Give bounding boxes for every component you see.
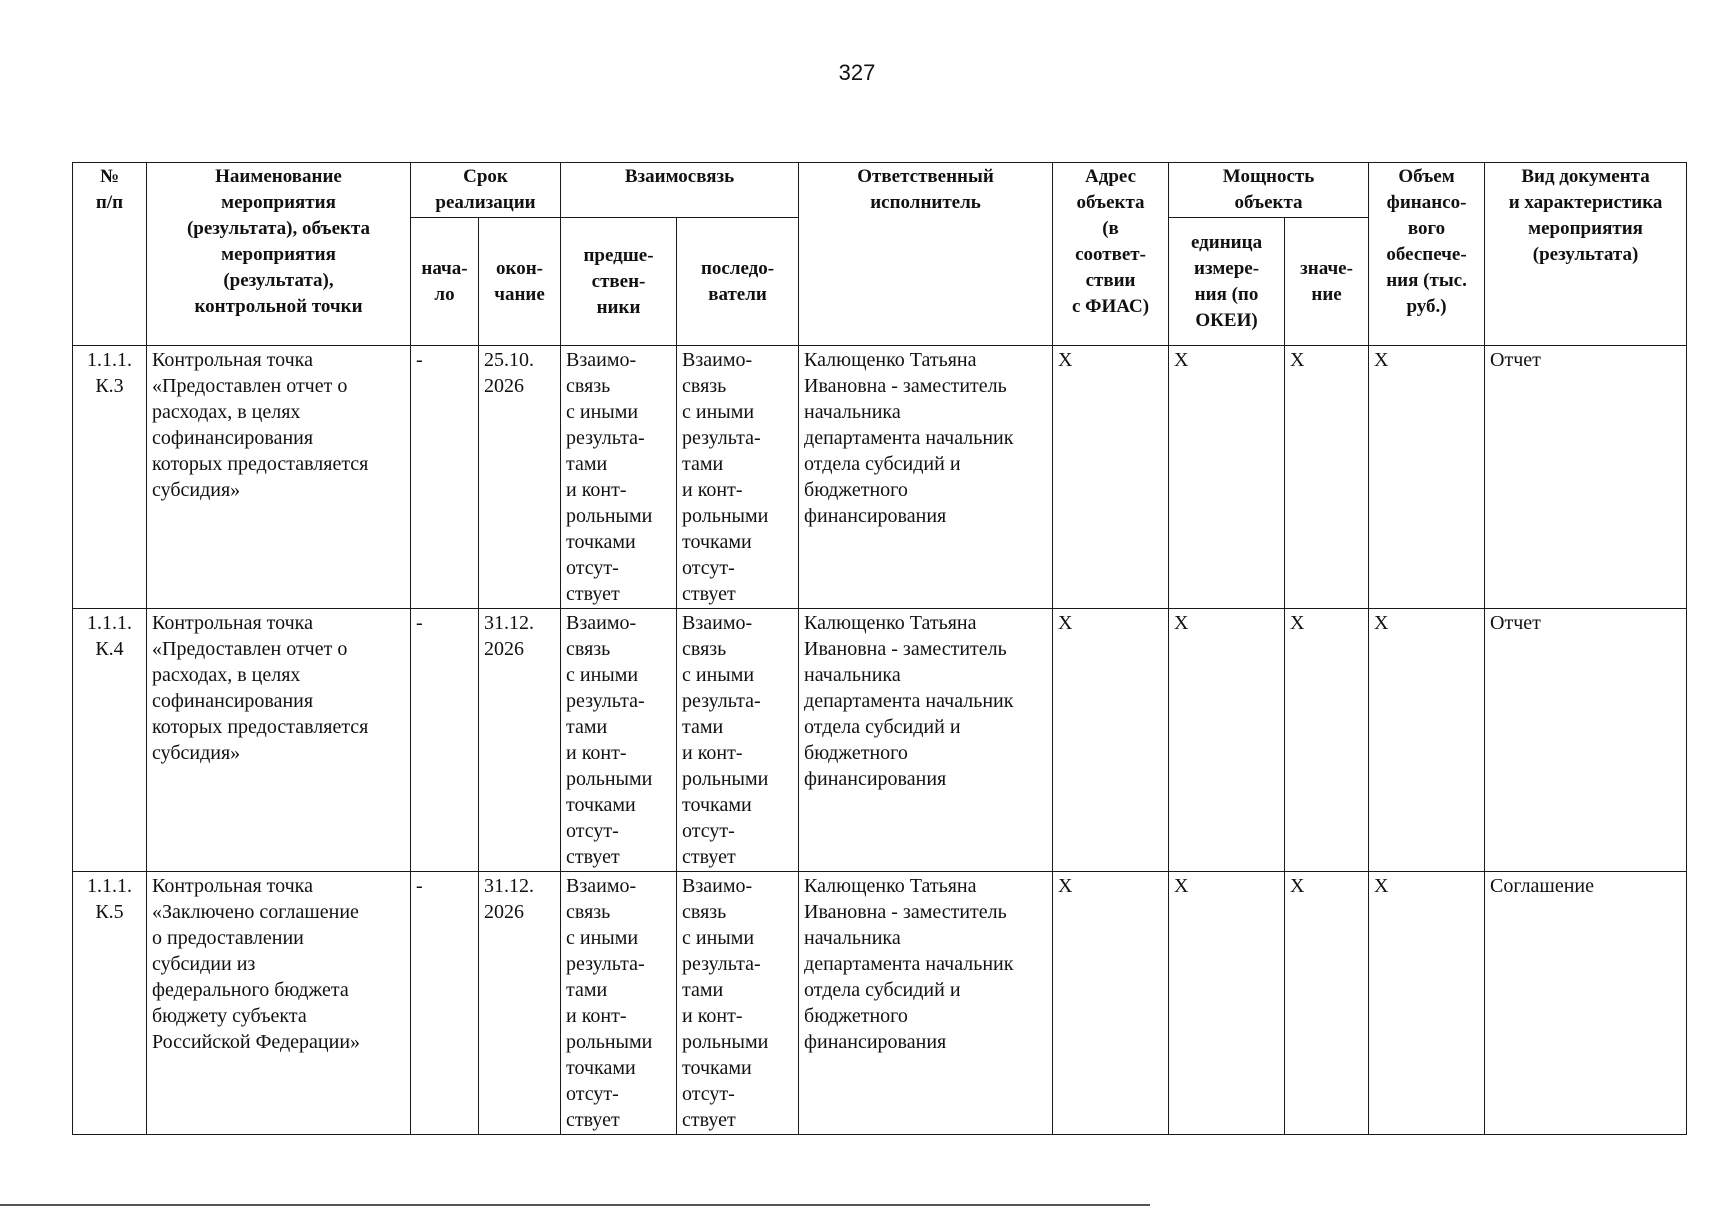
- cell-num: 1.1.1. К.3: [73, 346, 147, 609]
- cell-address: X: [1053, 609, 1169, 872]
- cell-address: X: [1053, 872, 1169, 1135]
- cell-next: Взаимо- связь с иными результа- тами и конт- рольными точками отсут- ствует: [677, 609, 799, 872]
- cell-end: 31.12. 2026: [479, 609, 561, 872]
- cell-start: -: [411, 346, 479, 609]
- table-body: [73, 346, 1687, 1135]
- cell-finance: X: [1369, 346, 1485, 609]
- header-capacity: Мощность объекта: [1169, 163, 1369, 218]
- cell-address: X: [1053, 346, 1169, 609]
- cell-responsible: Калющенко Татьяна Ивановна - заместитель начальника департамента начальник отдела субсидий и бюджетного финансирования: [799, 609, 1053, 872]
- cell-prev: Взаимо- связь с иными результа- тами и конт- рольными точками отсут- ствует: [561, 872, 677, 1135]
- cell-doc-type: Отчет: [1485, 609, 1687, 872]
- cell-num: 1.1.1. К.5: [73, 872, 147, 1135]
- header-capacity-value: значе- ние: [1285, 218, 1369, 346]
- cell-doc-type: Соглашение: [1485, 872, 1687, 1135]
- header-responsible: Ответственный исполнитель: [799, 163, 1053, 346]
- header-capacity-unit: единица измере- ния (по ОКЕИ): [1169, 218, 1285, 346]
- header-name: Наименование мероприятия (результата), объекта мероприятия (результата), контрольной точки: [147, 163, 411, 346]
- header-relation: Взаимосвязь: [561, 163, 799, 218]
- table-row: [73, 609, 1687, 872]
- table-row: [73, 872, 1687, 1135]
- cell-responsible: Калющенко Татьяна Ивановна - заместитель начальника департамента начальник отдела субсидий и бюджетного финансирования: [799, 872, 1053, 1135]
- header-row-1: [73, 163, 1687, 218]
- cell-start: -: [411, 872, 479, 1135]
- cell-name: Контрольная точка «Заключено соглашение о предоставлении субсидии из федерального бюджета бюджету субъекта Российской Федерации»: [147, 872, 411, 1135]
- cell-unit: X: [1169, 346, 1285, 609]
- cell-value: X: [1285, 609, 1369, 872]
- cell-value: X: [1285, 872, 1369, 1135]
- cell-unit: X: [1169, 609, 1285, 872]
- cell-next: Взаимо- связь с иными результа- тами и конт- рольными точками отсут- ствует: [677, 346, 799, 609]
- cell-finance: X: [1369, 872, 1485, 1135]
- measures-table: [72, 162, 1687, 1135]
- cell-name: Контрольная точка «Предоставлен отчет о расходах, в целях софинансирования которых предоставляется субсидия»: [147, 609, 411, 872]
- table-row: [73, 346, 1687, 609]
- header-term: Срок реализации: [411, 163, 561, 218]
- cell-finance: X: [1369, 609, 1485, 872]
- cell-value: X: [1285, 346, 1369, 609]
- cell-end: 31.12. 2026: [479, 872, 561, 1135]
- page-number: 327: [838, 60, 876, 85]
- cell-next: Взаимо- связь с иными результа- тами и конт- рольными точками отсут- ствует: [677, 872, 799, 1135]
- header-relation-prev: предше- ствен- ники: [561, 218, 677, 346]
- table-header: [73, 163, 1687, 346]
- header-finance: Объем финансо- вого обеспече- ния (тыс. руб.): [1369, 163, 1485, 346]
- header-doc-type: Вид документа и характеристика мероприятия (результата): [1485, 163, 1687, 346]
- cell-num: 1.1.1. К.4: [73, 609, 147, 872]
- cell-start: -: [411, 609, 479, 872]
- header-relation-next: последо- ватели: [677, 218, 799, 346]
- cell-responsible: Калющенко Татьяна Ивановна - заместитель начальника департамента начальник отдела субсидий и бюджетного финансирования: [799, 346, 1053, 609]
- cell-name: Контрольная точка «Предоставлен отчет о расходах, в целях софинансирования которых предоставляется субсидия»: [147, 346, 411, 609]
- cell-end: 25.10. 2026: [479, 346, 561, 609]
- cell-doc-type: Отчет: [1485, 346, 1687, 609]
- header-term-start: нача- ло: [411, 218, 479, 346]
- cell-prev: Взаимо- связь с иными результа- тами и конт- рольными точками отсут- ствует: [561, 609, 677, 872]
- header-num: № п/п: [73, 163, 147, 346]
- header-term-end: окон- чание: [479, 218, 561, 346]
- cell-unit: X: [1169, 872, 1285, 1135]
- header-address: Адрес объекта (в соответ- ствии с ФИАС): [1053, 163, 1169, 346]
- cell-prev: Взаимо- связь с иными результа- тами и конт- рольными точками отсут- ствует: [561, 346, 677, 609]
